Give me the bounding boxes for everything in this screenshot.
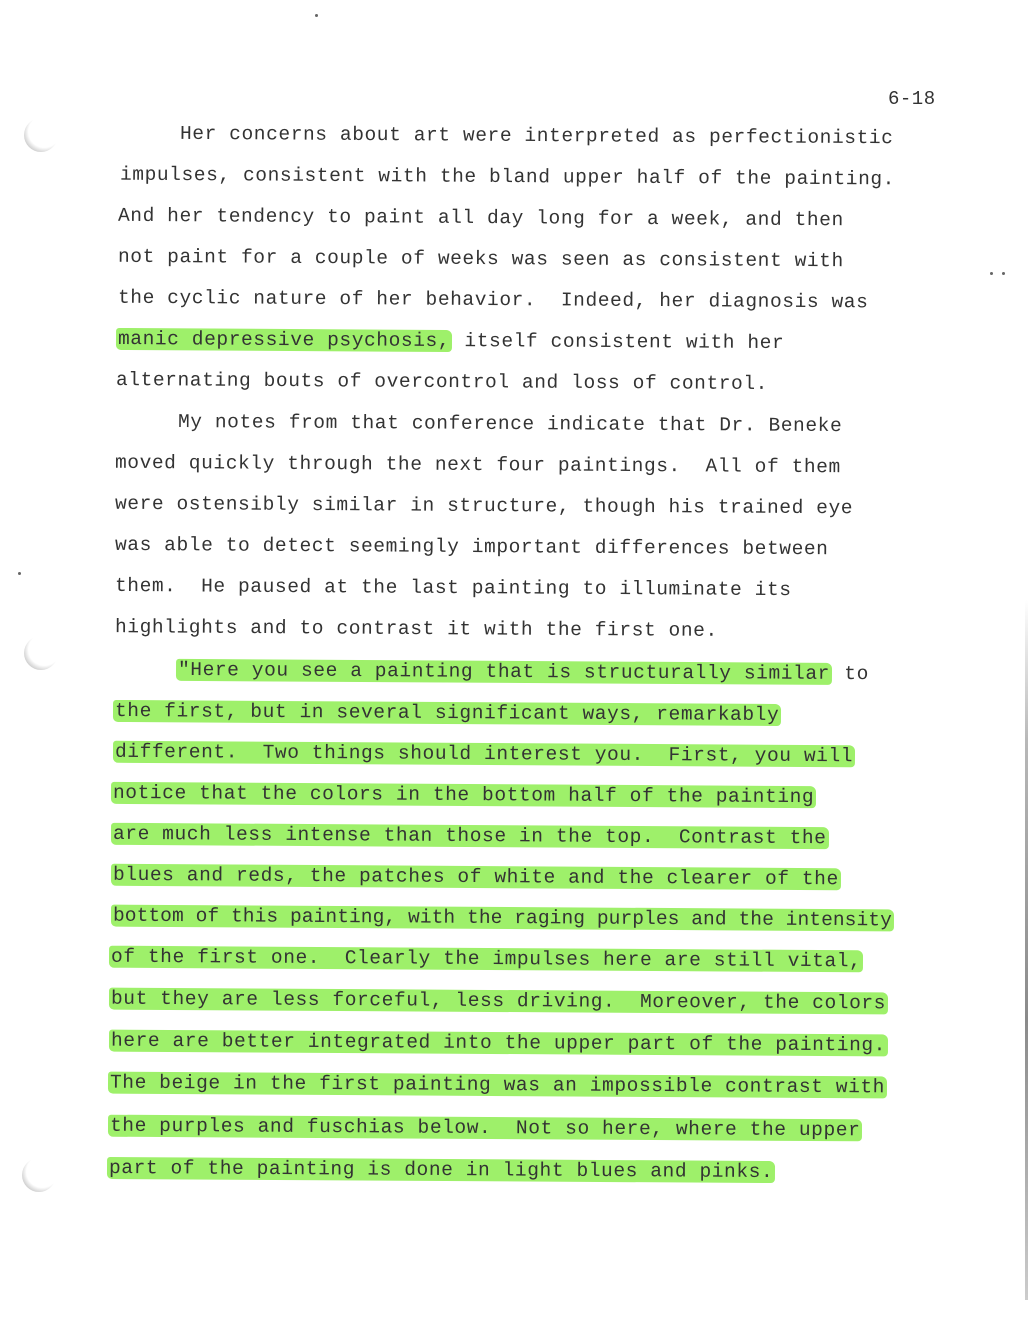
speck [18,572,21,575]
highlighted-text: "Here you see a painting that is structurally similar [177,658,831,685]
line-text: itself consistent with her [452,330,785,355]
punch-hole-bottom [22,1158,56,1192]
paragraph-1-line-3: And her tendency to paint all day long for a week, and then [117,204,844,232]
paragraph-2-line-6: highlights and to contrast it with the first one. [114,616,718,642]
paragraph-3-line-3 [113,739,855,770]
highlighted-text: The beige in the first painting was an impossible contrast with [108,1072,887,1099]
highlighted-text: the first, but in several significant ways, remarkably [113,700,781,726]
paragraph-3-line-11 [108,1070,887,1101]
highlighted-text: here are better integrated into the upper part of the painting. [109,1030,888,1057]
paragraph-3-line-9 [109,986,888,1017]
paragraph-3-line-12 [108,1113,863,1144]
paragraph-1-line-6 [116,326,784,356]
paragraph-1-line-5: the cyclic nature of her behavior. Indeed, her diagnosis was [117,286,869,314]
page-number: 6-18 [888,88,936,110]
paragraph-3-line-8 [109,944,864,975]
punch-hole-middle [24,636,58,670]
highlighted-text: part of the painting is done in light blues and pinks. [107,1157,775,1183]
paragraph-3-line-1 [176,657,869,687]
paragraph-3-line-2 [113,698,781,728]
speck [990,272,993,275]
highlighted-text: different. Two things should interest you. First, you will [114,740,854,768]
paragraph-3-line-6 [111,862,841,892]
highlighted-text: the purples and fuschias below. Not so here, where the upper [108,1115,863,1142]
paragraph-2-line-4: was able to detect seemingly important differences between [114,533,829,561]
speck [1002,272,1005,275]
highlighted-text: but they are less forceful, less driving. Moreover, the colors [109,988,888,1015]
highlighted-text: notice that the colors in the bottom half of the painting [112,781,815,809]
highlighted-text: of the first one. Clearly the impulses here are still vital, [109,946,864,973]
paragraph-3-line-5 [111,821,829,851]
line-text: to [831,662,869,686]
paragraph-1-line-1: Her concerns about art were interpreted as perfectionistic [179,122,894,150]
paragraph-2-line-1: My notes from that conference indicate that Dr. Beneke [177,410,843,438]
speck [315,14,318,17]
punch-hole-top [24,118,58,152]
highlighted-text: manic depressive psychosis, [117,327,451,352]
paragraph-3-line-13 [107,1155,775,1185]
highlighted-text: bottom of this painting, with the raging purples and the intensity [112,904,892,932]
paragraph-1-line-4: not paint for a couple of weeks was seen as consistent with [117,245,844,273]
paragraph-1-line-2: impulses, consistent with the bland upper half of the painting. [119,163,896,191]
paragraph-3-line-4 [111,780,816,810]
paragraph-3-line-10 [109,1028,888,1059]
highlighted-text: blues and reds, the patches of white and the clearer of the [112,863,839,891]
paragraph-2-line-5: them. He paused at the last painting to illuminate its [114,574,792,602]
paragraph-2-line-2: moved quickly through the next four paintings. All of them [114,451,841,479]
highlighted-text: are much less intense than those in the top. Contrast the [112,822,827,850]
paragraph-2-line-3: were ostensibly similar in structure, though his trained eye [114,492,854,520]
paragraph-3-line-7 [111,903,894,934]
paragraph-1-line-7: alternating bouts of overcontrol and loss of control. [115,369,769,395]
